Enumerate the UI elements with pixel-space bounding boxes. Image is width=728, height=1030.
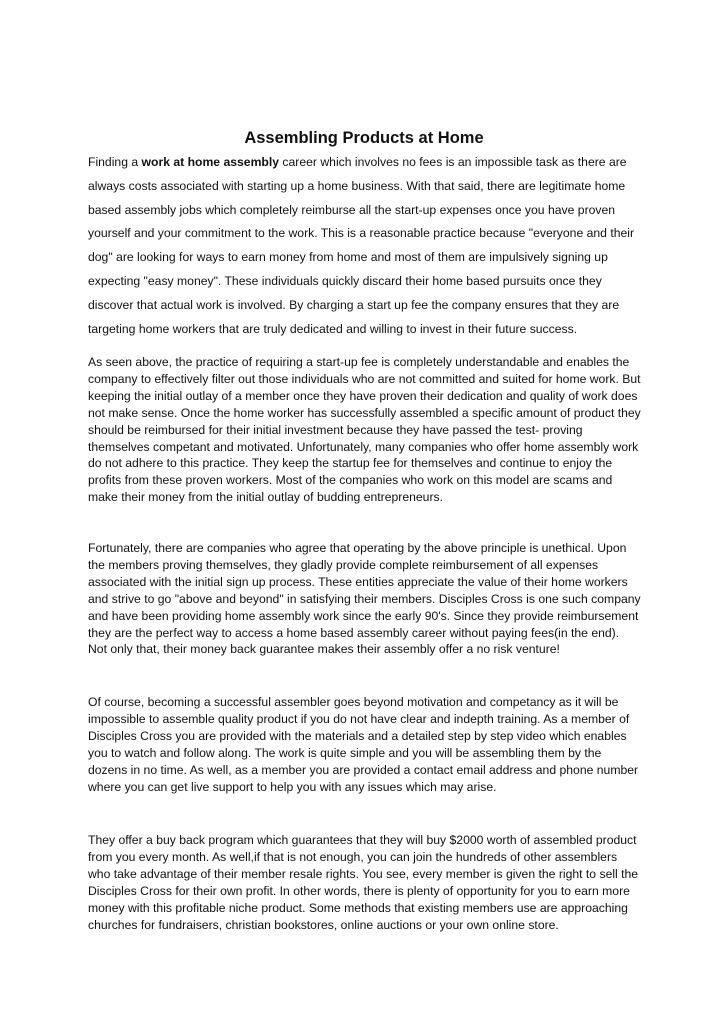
paragraph-startup-fee: As seen above, the practice of requiring a start-up fee is completely understandable and enables the company to effectively filter out those individuals who are not committed and suited for home work. But keeping the initial outlay of a member once they have proven their dedication and quality of work does not make sense. Once the home worker has successfully assembled a specific amount of product they should be reimbursed for their initial investment because they have passed the test- proving themselves competant and motivated. Unfortunately, many companies who offer home assembly work do not adhere to this practice. They keep the startup fee for themselves and continue to enjoy the profits from these proven workers. Most of the companies who work on this model are scams and make their money from the initial outlay of budding entrepreneurs.	[88, 355, 641, 505]
bold-keyword: work at home assembly	[141, 155, 280, 169]
paragraph-reimbursement: Fortunately, there are companies who agree that operating by the above principle is unethical. Upon the members proving themselves, they gladly provide complete reimbursement of all expenses associated with the initial sign up process. These entities appreciate the value of their home workers and strive to go "above and beyond" in satisfying their members. Disciples Cross is one such company and have been providing home assembly work since the early 90's. Since they provide reimbursement they are the perfect way to access a home based assembly career without paying fees(in the end). Not only that, their money back guarantee makes their assembly offer a no risk venture!	[88, 541, 641, 657]
page-title: Assembling Products at Home	[244, 129, 484, 147]
paragraph-intro-lead: Finding a	[88, 155, 142, 169]
paragraph-buy-back: They offer a buy back program which guarantees that they will buy $2000 worth of assembled product from you every month. As well,if that is not enough, you can join the hundreds of other assemblers who take advantage of their member resale rights. You see, every member is given the right to sell the Disciples Cross for their own profit. In other words, there is plenty of opportunity for you to earn more money with this profitable niche product. Some methods that existing members use are approaching churches for fundraisers, christian bookstores, online auctions or your own online store.	[88, 833, 639, 932]
paragraph-intro-rest: career which involves no fees is an impossible task as there are always costs associated with starting up a home business. With that said, there are legitimate home based assembly jobs which completely reimburse all the start-up expenses once you have proven yourself and your commitment to the work. This is a reasonable practice because "everyone and their dog" are looking for ways to earn money from home and most of them are impulsively signing up expecting "easy money". These individuals quickly discard their home based pursuits once they discover that actual work is involved. By charging a start up fee the company ensures that they are targeting home workers that are truly dedicated and willing to invest in their future success.	[88, 155, 635, 336]
paragraph-training: Of course, becoming a successful assembler goes beyond motivation and competancy as it will be impossible to assemble quality product if you do not have clear and indepth training. As a member of Disciples Cross you are provided with the materials and a detailed step by step video which enables you to watch and follow along. The work is quite simple and you will be assembling them by the dozens in no time. As well, as a member you are provided a contact email address and phone number where you can get live support to help you with any issues which may arise.	[88, 695, 639, 794]
paragraph-intro	[88, 151, 648, 341]
